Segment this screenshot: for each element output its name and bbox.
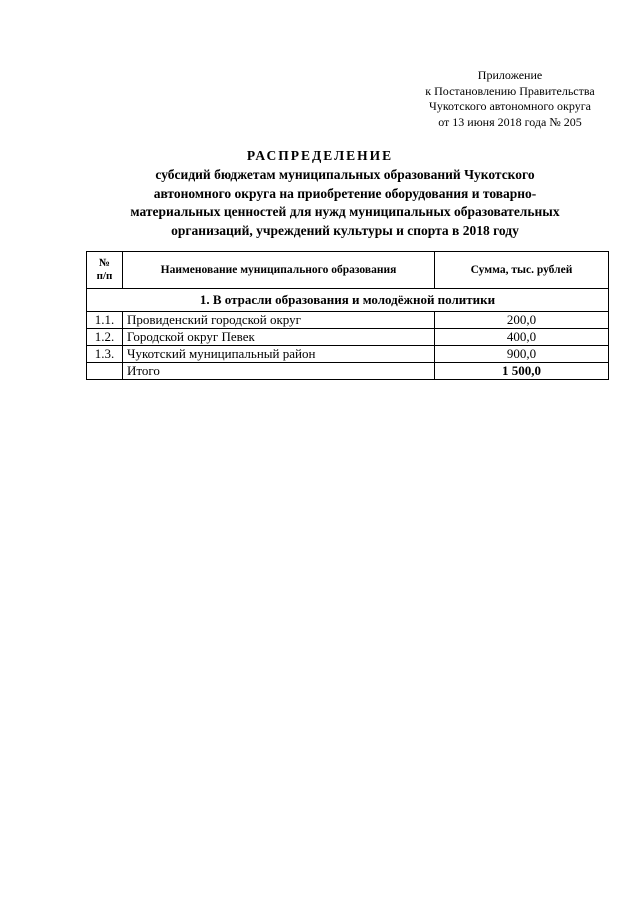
header-name: Наименование муниципального образования	[123, 252, 435, 289]
appendix-block	[410, 68, 610, 130]
table-row	[87, 346, 609, 363]
total-row	[87, 363, 609, 380]
subtitle-line: автономного округа на приобретение оборудования и товарно-	[153, 185, 537, 201]
row-name: Городской округ Певек	[123, 329, 435, 346]
distribution-table	[86, 251, 609, 380]
table-header-row	[87, 252, 609, 289]
row-number: 1.3.	[87, 346, 123, 363]
row-amount: 900,0	[435, 346, 609, 363]
total-amount: 1 500,0	[435, 363, 609, 380]
subtitle-line: организаций, учреждений культуры и спорта в 2018 году	[171, 222, 519, 238]
row-number: 1.1.	[87, 312, 123, 329]
document-title: РАСПРЕДЕЛЕНИЕ	[246, 148, 394, 163]
appendix-line: от 13 июня 2018 года № 205	[438, 114, 582, 129]
section-title: 1. В отрасли образования и молодёжной политики	[87, 289, 609, 312]
section-row	[87, 289, 609, 312]
subtitle-line: материальных ценностей для нужд муниципальных образовательных	[130, 204, 560, 219]
row-name: Провиденский городской округ	[123, 312, 435, 329]
header-number-symbol: №	[98, 257, 111, 269]
subtitle-line: субсидий бюджетам муниципальных образований Чукотского	[155, 167, 535, 182]
row-amount: 200,0	[435, 312, 609, 329]
header-number-abbr: п/п	[96, 270, 113, 282]
header-number	[87, 252, 123, 289]
header-sum: Сумма, тыс. рублей	[435, 252, 609, 289]
row-amount: 400,0	[435, 329, 609, 346]
table-row	[87, 329, 609, 346]
appendix-line: Чукотского автономного округа	[429, 99, 591, 113]
total-number	[87, 363, 123, 380]
document-subtitle	[95, 166, 595, 240]
row-number: 1.2.	[87, 329, 123, 346]
appendix-line: к Постановлению Правительства	[425, 83, 595, 98]
total-label: Итого	[123, 363, 435, 380]
table-row	[87, 312, 609, 329]
row-name: Чукотский муниципальный район	[123, 346, 435, 363]
appendix-line: Приложение	[477, 68, 543, 82]
